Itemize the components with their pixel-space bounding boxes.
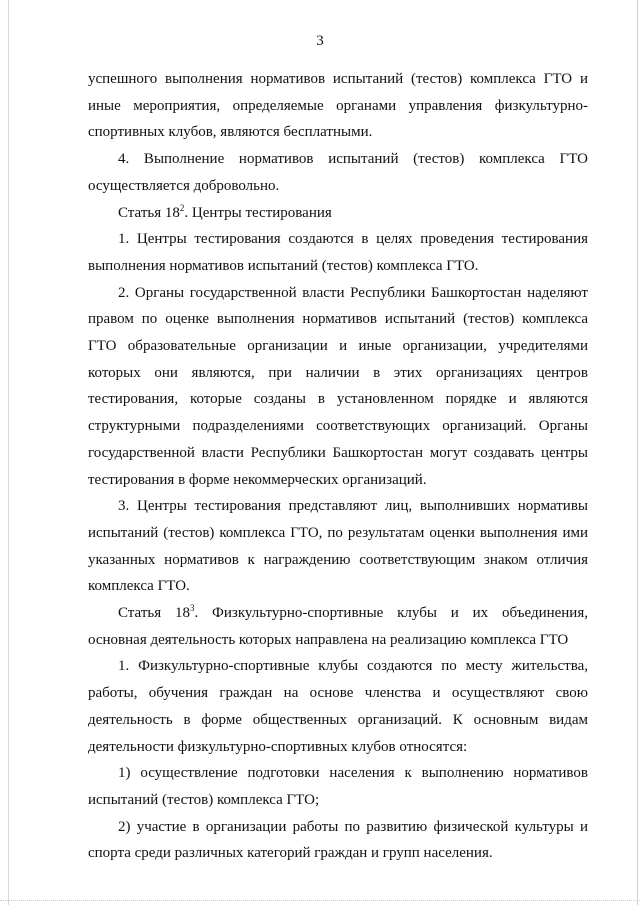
- article-heading-18-3: [88, 600, 588, 653]
- document-body: [88, 66, 588, 867]
- paragraph-continuation: успешного выполнения нормативов испытаний (тестов) комплекса ГТО и иные мероприятия, определяемые органами управления физкультурно-спортивных клубов, являются бесплатными.: [88, 71, 588, 141]
- paragraph-clubs-item-1: 1. Физкультурно-спортивные клубы создаются по месту жительства, работы, обучения граждан на основе членства и осуществляют свою деятельность в форме общественных организаций. К основным видам деятельности физкультурно-спортивных клубов относятся:: [88, 658, 588, 755]
- paragraph-item-4: 4. Выполнение нормативов испытаний (тестов) комплекса ГТО осуществляется добровольно.: [88, 151, 588, 194]
- list-item-2: 2) участие в организации работы по развитию физической культуры и спорта среди различных категорий граждан и групп населения.: [88, 818, 588, 862]
- article-heading-superscript: 2: [179, 202, 185, 213]
- article-heading-prefix: Статья 18: [118, 605, 190, 622]
- scan-edge-right: [637, 0, 638, 905]
- paragraph-item-3: 3. Центры тестирования представляют лиц, выполнивших нормативы испытаний (тестов) комплекса ГТО, по результатам оценки выполнения ими указанных нормативов к награждению соответствующим знаком отличия комплекса ГТО.: [88, 498, 588, 595]
- paragraph-item-1: 1. Центры тестирования создаются в целях проведения тестирования выполнения нормативов испытаний (тестов) комплекса ГТО.: [88, 231, 588, 274]
- scan-bottom-edge: [0, 900, 640, 905]
- page-number: 3: [316, 33, 324, 49]
- article-heading-18-2: [88, 200, 588, 227]
- article-heading-superscript: 3: [189, 603, 195, 614]
- scan-edge-left: [8, 0, 9, 905]
- article-heading-title: . Центры тестирования: [184, 204, 332, 221]
- article-heading-title: . Физкультурно-спортивные клубы и их объединения, основная деятельность которых направлена на реализацию комплекса ГТО: [88, 605, 588, 648]
- article-heading-prefix: Статья 18: [118, 204, 180, 221]
- list-item-1: 1) осуществление подготовки населения к выполнению нормативов испытаний (тестов) комплекса ГТО;: [88, 765, 588, 808]
- paragraph-item-2: 2. Органы государственной власти Республики Башкортостан наделяют правом по оценке выполнения нормативов испытаний (тестов) комплекса ГТО образовательные организации и иные организации, учредителями которых они являются, при наличии в этих организациях центров тестирования, которые созданы в установленном порядке и являются структурными подразделениями соответствующих организаций. Органы государственной власти Республики Башкортостан могут создавать центры тестирования в форме некоммерческих организаций.: [88, 284, 588, 488]
